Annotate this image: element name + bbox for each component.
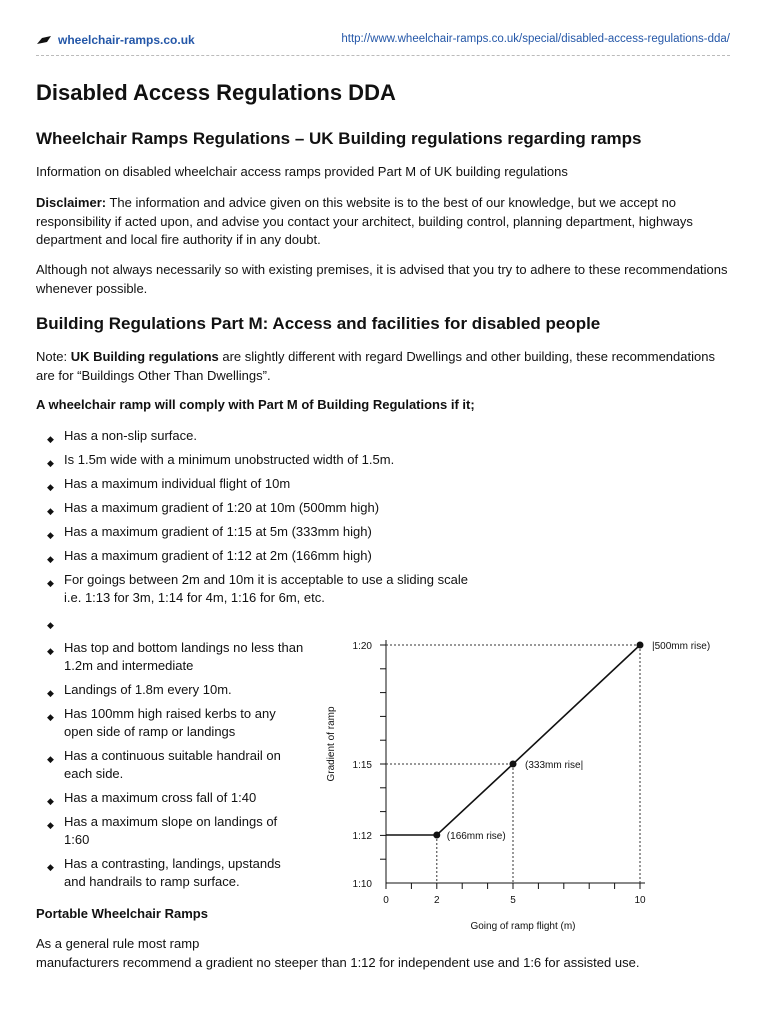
note-text: are slightly different with regard Dwellings and other building, these recommendations are for “Buildings Other Than Dwellings”. bbox=[36, 349, 715, 383]
section-heading-ramps: Wheelchair Ramps Regulations – UK Building regulations regarding ramps bbox=[36, 129, 642, 148]
list-item: ◆ Is 1.5m wide with a minimum unobstructed width of 1.5m. bbox=[36, 451, 736, 469]
bullet-icon: ◆ bbox=[47, 458, 54, 468]
section-heading-part-m: Building Regulations Part M: Access and facilities for disabled people bbox=[36, 314, 601, 333]
note-label: Note: bbox=[36, 349, 71, 364]
y-tick-label: 1:12 bbox=[352, 831, 372, 842]
comply-heading: A wheelchair ramp will comply with Part M of Building Regulations if it; bbox=[36, 397, 475, 412]
page-title: Disabled Access Regulations DDA bbox=[36, 80, 396, 105]
rise-annotation: |500mm rise) bbox=[652, 641, 711, 652]
list-item: ◆ Has a contrasting, landings, upstands and handrails to ramp surface. bbox=[47, 856, 281, 889]
bullet-icon: ◆ bbox=[47, 754, 54, 764]
x-tick-label: 2 bbox=[434, 895, 440, 906]
y-tick-label: 1:20 bbox=[352, 641, 372, 652]
bullet-icon: ◆ bbox=[47, 554, 54, 564]
bullet-icon: ◆ bbox=[47, 862, 54, 872]
list-item: ◆ Has a continuous suitable handrail on each side. bbox=[47, 748, 281, 781]
page-url[interactable]: http://www.wheelchair-ramps.co.uk/special/disabled-access-regulations-dda/ bbox=[341, 33, 730, 45]
y-tick-label: 1:10 bbox=[352, 879, 372, 890]
site-logo[interactable] bbox=[36, 33, 195, 47]
bullet-icon: ◆ bbox=[47, 796, 54, 806]
y-axis-label: Gradient of ramp bbox=[326, 706, 337, 782]
disclaimer bbox=[36, 194, 736, 250]
data-point bbox=[510, 761, 517, 768]
portable-line2: manufacturers recommend a gradient no steeper than 1:12 for independent use and 1:6 for assisted use. bbox=[36, 955, 640, 970]
list-item: ◆ Has a maximum slope on landings of 1:60 bbox=[47, 814, 278, 847]
bullet-icon: ◆ bbox=[47, 712, 54, 722]
x-tick-label: 5 bbox=[510, 895, 516, 906]
dwellings-note bbox=[36, 348, 736, 385]
site-name: wheelchair-ramps.co.uk bbox=[58, 33, 195, 47]
y-tick-label: 1:15 bbox=[352, 760, 372, 771]
list-item: ◆ Has a non-slip surface. bbox=[36, 427, 736, 445]
list-item: ◆ For goings between 2m and 10m it is acceptable to use a sliding scale i.e. 1:13 for 3m, 1:14 for 4m, 1:16 for 6m, etc. bbox=[47, 572, 468, 605]
list-item: ◆ Has 100mm high raised kerbs to any open side of ramp or landings bbox=[47, 706, 276, 739]
disclaimer-text: The information and advice given on this website is to the best of our knowledge, but we accept no responsibility if acted upon, and advise you contact your architect, building control, planning department, highways department and local fire authority if in any doubt. bbox=[36, 195, 693, 247]
list-item: ◆ Has a maximum gradient of 1:15 at 5m (333mm high) bbox=[36, 523, 736, 541]
series-line bbox=[386, 645, 640, 835]
compliance-list bbox=[36, 427, 736, 637]
data-point bbox=[637, 642, 644, 649]
bullet-icon: ◆ bbox=[47, 688, 54, 698]
header-divider bbox=[36, 55, 730, 56]
logo-icon bbox=[36, 35, 52, 45]
rise-annotation: (333mm rise| bbox=[525, 760, 584, 771]
portable-heading: Portable Wheelchair Ramps bbox=[36, 906, 208, 921]
data-point bbox=[433, 832, 440, 839]
list-item: ◆ Has top and bottom landings no less than 1.2m and intermediate bbox=[47, 640, 304, 673]
list-item: ◆ Has a maximum individual flight of 10m bbox=[36, 475, 736, 493]
list-item-empty bbox=[36, 613, 736, 631]
list-item: ◆ Has a maximum cross fall of 1:40 bbox=[36, 789, 306, 807]
bullet-icon: ◆ bbox=[47, 620, 54, 630]
bullet-icon: ◆ bbox=[47, 530, 54, 540]
bullet-icon: ◆ bbox=[47, 434, 54, 444]
disclaimer-label: Disclaimer: bbox=[36, 195, 107, 210]
landing-list bbox=[36, 639, 306, 897]
adhere-note: Although not always necessarily so with existing premises, it is advised that you try to adhere to these recommendations whenever possible. bbox=[36, 262, 728, 296]
portable-line1: As a general rule most ramp bbox=[36, 936, 200, 951]
bullet-icon: ◆ bbox=[47, 578, 54, 588]
list-item: ◆ Has a maximum gradient of 1:20 at 10m (500mm high) bbox=[36, 499, 736, 517]
bullet-icon: ◆ bbox=[47, 820, 54, 830]
list-item: ◆ Has a maximum gradient of 1:12 at 2m (166mm high) bbox=[36, 547, 736, 565]
intro-text: Information on disabled wheelchair access ramps provided Part M of UK building regulations bbox=[36, 164, 568, 179]
bullet-icon: ◆ bbox=[47, 482, 54, 492]
note-link[interactable]: UK Building regulations bbox=[70, 349, 219, 364]
bullet-icon: ◆ bbox=[47, 646, 54, 656]
x-tick-label: 0 bbox=[383, 895, 389, 906]
gradient-chart bbox=[320, 630, 740, 940]
bullet-icon: ◆ bbox=[47, 506, 54, 516]
rise-annotation: (166mm rise) bbox=[446, 831, 506, 842]
list-item: ◆ Landings of 1.8m every 10m. bbox=[36, 681, 306, 699]
x-axis-label: Going of ramp flight (m) bbox=[470, 921, 576, 932]
x-tick-label: 10 bbox=[634, 895, 646, 906]
